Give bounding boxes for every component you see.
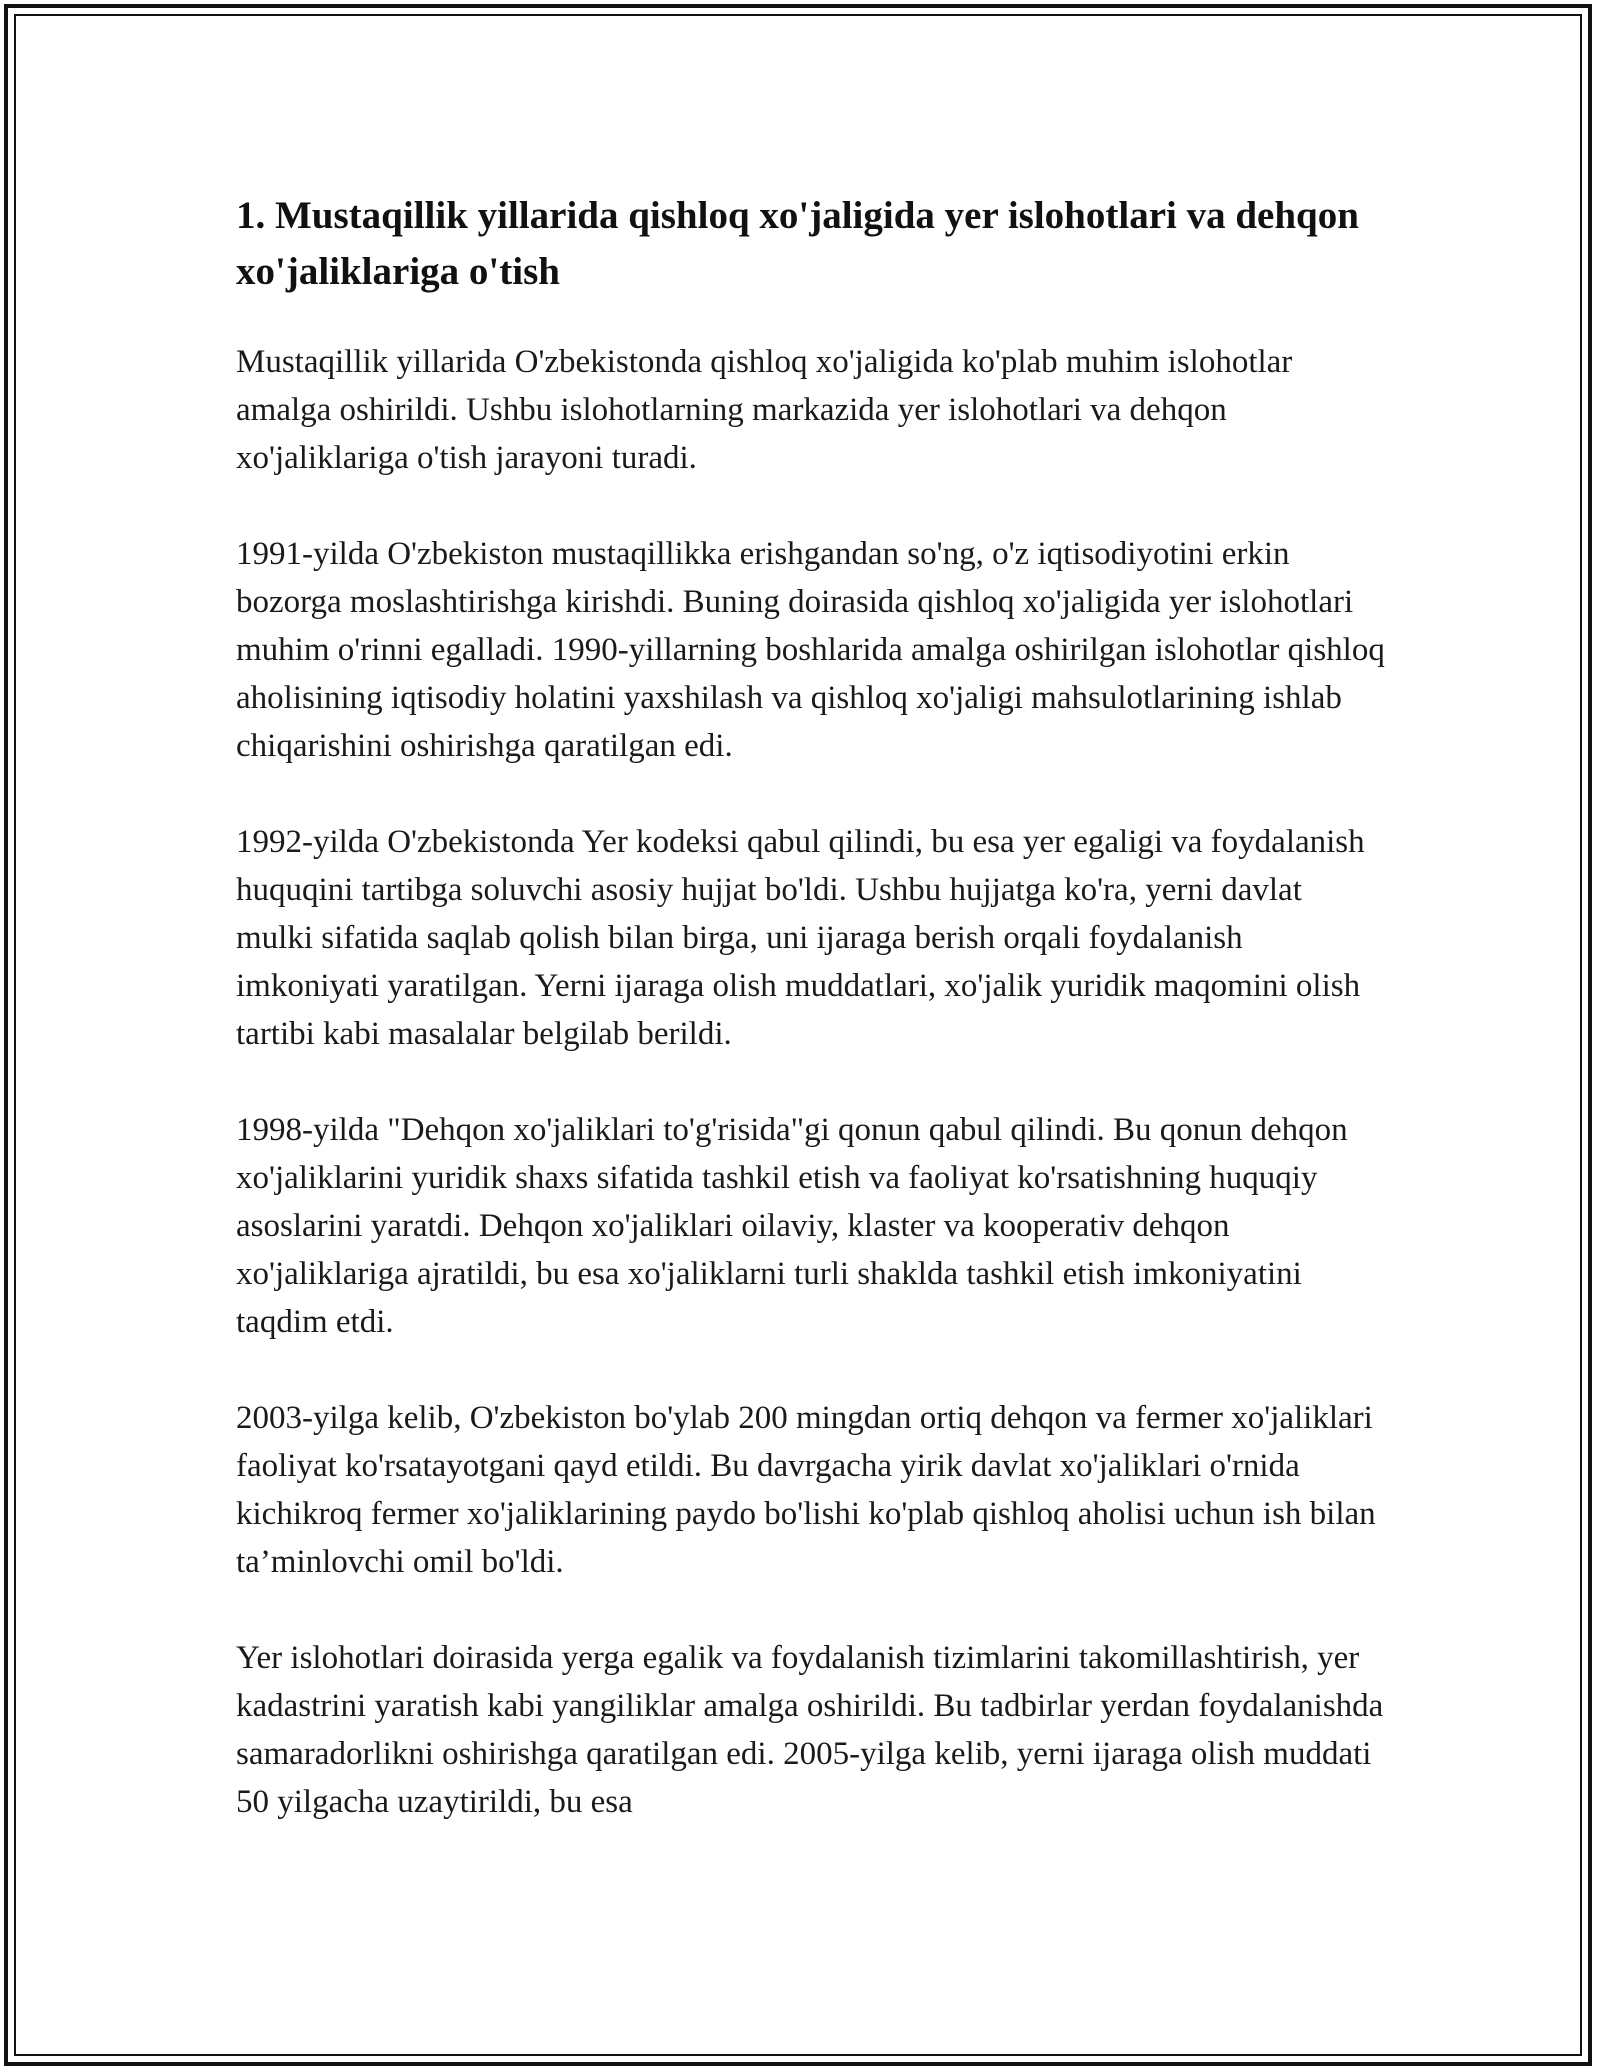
paragraph-4: 1998-yilda "Dehqon xo'jaliklari to'g'risida"gi qonun qabul qilindi. Bu qonun dehqon xo'jaliklarini yuridik shaxs sifatida tashkil etish va faoliyat ko'rsatishning huquqiy asoslarini yaratdi. Dehqon xo'jaliklari oilaviy, klaster va kooperativ dehqon xo'jaliklariga ajratildi, bu esa xo'jaliklarni turli shaklda tashkil etish imkoniyatini taqdim etdi. — [236, 1112, 1348, 1340]
document-body — [236, 188, 1386, 1874]
paragraph-1: Mustaqillik yillarida O'zbekistonda qishloq xo'jaligida ko'plab muhim islohotlar amalga oshirildi. Ushbu islohotlarning markazida yer islohotlari va dehqon xo'jaliklariga o'tish jarayoni turadi. — [236, 344, 1293, 476]
paragraph-6: Yer islohotlari doirasida yerga egalik va foydalanish tizimlarini takomillashtirish, yer kadastrini yaratish kabi yangiliklar amalga oshirildi. Bu tadbirlar yerdan foydalanishda samaradorlikni oshirishga qaratilgan edi. 2005-yilga kelib, yerni ijaraga olish muddati 50 yilgacha uzaytirildi, bu esa — [236, 1640, 1384, 1820]
paragraph-2: 1991-yilda O'zbekiston mustaqillikka erishgandan so'ng, o'z iqtisodiyotini erkin bozorga moslashtirishga kirishdi. Buning doirasida qishloq xo'jaligida yer islohotlari muhim o'rinni egalladi. 1990-yillarning boshlarida amalga oshirilgan islohotlar qishloq aholisining iqtisodiy holatini yaxshilash va qishloq xo'jaligi mahsulotlarining ishlab chiqarishini oshirishga qaratilgan edi. — [236, 536, 1385, 764]
document-title: 1. Mustaqillik yillarida qishloq xo'jaligida yer islohotlari va dehqon xo'jaliklariga o'tish — [236, 194, 1359, 293]
paragraph-5: 2003-yilga kelib, O'zbekiston bo'ylab 200 mingdan ortiq dehqon va fermer xo'jaliklari faoliyat ko'rsatayotgani qayd etildi. Bu davrgacha yirik davlat xo'jaliklari o'rnida kichikroq fermer xo'jaliklarining paydo bo'lishi ko'plab qishloq aholisi uchun ish bilan ta’minlovchi omil bo'ldi. — [236, 1400, 1376, 1580]
paragraph-3: 1992-yilda O'zbekistonda Yer kodeksi qabul qilindi, bu esa yer egaligi va foydalanish huquqini tartibga soluvchi asosiy hujjat bo'ldi. Ushbu hujjatga ko'ra, yerni davlat mulki sifatida saqlab qolish bilan birga, uni ijaraga berish orqali foydalanish imkoniyati yaratilgan. Yerni ijaraga olish muddatlari, xo'jalik yuridik maqomini olish tartibi kabi masalalar belgilab berildi. — [236, 824, 1365, 1052]
